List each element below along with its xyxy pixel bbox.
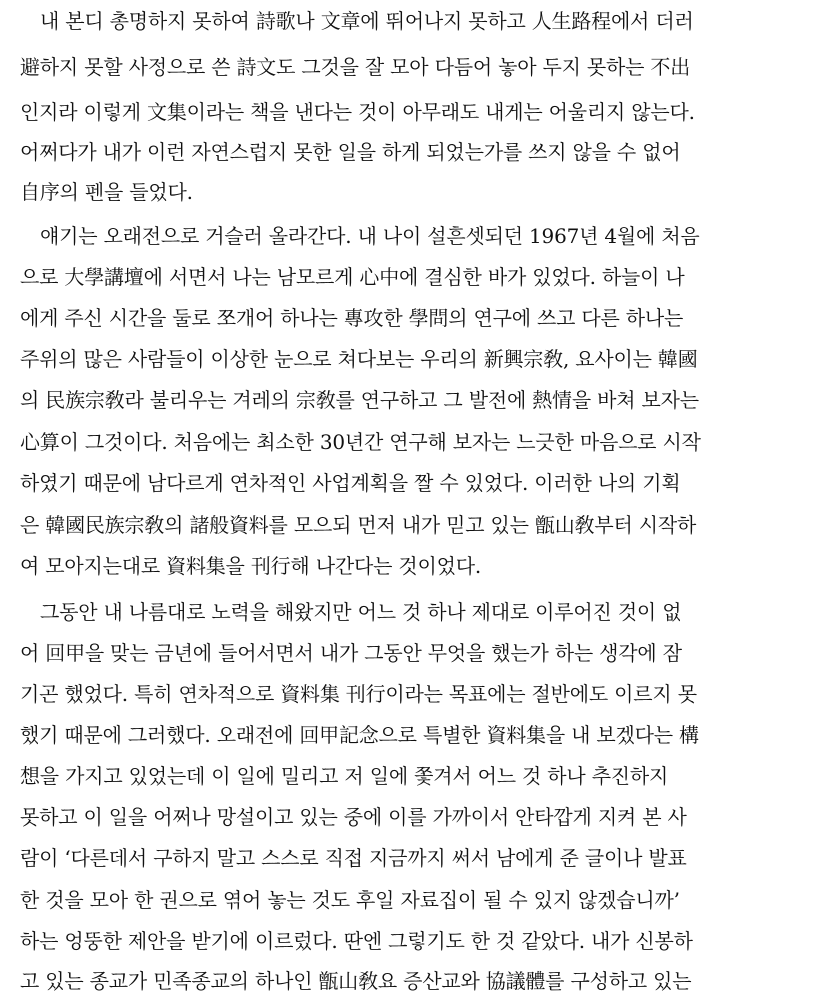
text-line: 그동안 내 나름대로 노력을 해왔지만 어느 것 하나 제대로 이루어진 것이 없 <box>40 600 682 624</box>
text-line: 自序의 펜을 들었다. <box>20 180 193 204</box>
text-line: 인지라 이렇게 文集이라는 책을 낸다는 것이 아무래도 내게는 어울리지 않는다. <box>20 100 695 124</box>
text-line: 하는 엉뚱한 제안을 받기에 이르렀다. 딴엔 그렇기도 한 것 같았다. 내가 신봉하 <box>20 929 693 953</box>
text-line: 의 民族宗敎라 불리우는 겨레의 宗敎를 연구하고 그 발전에 熱情을 바쳐 보자는 <box>20 388 699 412</box>
text-line: 여 모아지는대로 資料集을 刊行해 나간다는 것이었다. <box>20 554 481 578</box>
text-line: 어쩌다가 내가 이런 자연스럽지 못한 일을 하게 되었는가를 쓰지 않을 수 없어 <box>20 140 681 164</box>
text-line: 에게 주신 시간을 둘로 쪼개어 하나는 專攻한 學問의 연구에 쓰고 다른 하나는 <box>20 306 684 330</box>
text-line: 얘기는 오래전으로 거슬러 올라간다. 내 나이 설흔셋되던 1967년 4월에 처음 <box>40 224 700 248</box>
text-line: 주위의 많은 사람들이 이상한 눈으로 쳐다보는 우리의 新興宗敎, 요사이는 韓國 <box>20 347 698 371</box>
text-line: 은 韓國民族宗敎의 諸般資料를 모으되 먼저 내가 믿고 있는 甑山敎부터 시작하 <box>20 513 697 537</box>
text-line: 避하지 못할 사정으로 쓴 詩文도 그것을 잘 모아 다듬어 놓아 두지 못하는 不出 <box>20 55 691 79</box>
text-line: 못하고 이 일을 어쩌나 망설이고 있는 중에 이를 가까이서 안타깝게 지켜 본 사 <box>20 805 687 829</box>
text-line: 기곤 했었다. 특히 연차적으로 資料集 刊行이라는 목표에는 절반에도 이르지 못 <box>20 682 697 706</box>
text-line: 내 본디 총명하지 못하여 詩歌나 文章에 뛰어나지 못하고 人生路程에서 더러 <box>40 9 694 33</box>
text-line: 람이 ‘다른데서 구하지 말고 스스로 직접 지금까지 써서 남에게 준 글이나 발표 <box>20 846 687 870</box>
text-line: 想을 가지고 있었는데 이 일에 밀리고 저 일에 쫓겨서 어느 것 하나 추진하지 <box>20 764 669 788</box>
text-line: 한 것을 모아 한 권으로 엮어 놓는 것도 후일 자료집이 될 수 있지 않겠습니까’ <box>20 888 680 912</box>
text-line: 했기 때문에 그러했다. 오래전에 回甲記念으로 특별한 資料集을 내 보겠다는 構 <box>20 723 699 747</box>
text-line: 하였기 때문에 남다르게 연차적인 사업계획을 짤 수 있었다. 이러한 나의 기획 <box>20 471 681 495</box>
text-line: 고 있는 종교가 민족종교의 하나인 甑山敎요 증산교와 協議體를 구성하고 있는 <box>20 969 692 992</box>
text-line: 으로 大學講壇에 서면서 나는 남모르게 心中에 결심한 바가 있었다. 하늘이 나 <box>20 265 685 289</box>
text-line: 心算이 그것이다. 처음에는 최소한 30년간 연구해 보자는 느긋한 마음으로 시작 <box>20 430 701 454</box>
text-line: 어 回甲을 맞는 금년에 들어서면서 내가 그동안 무엇을 했는가 하는 생각에 잠 <box>20 641 682 665</box>
